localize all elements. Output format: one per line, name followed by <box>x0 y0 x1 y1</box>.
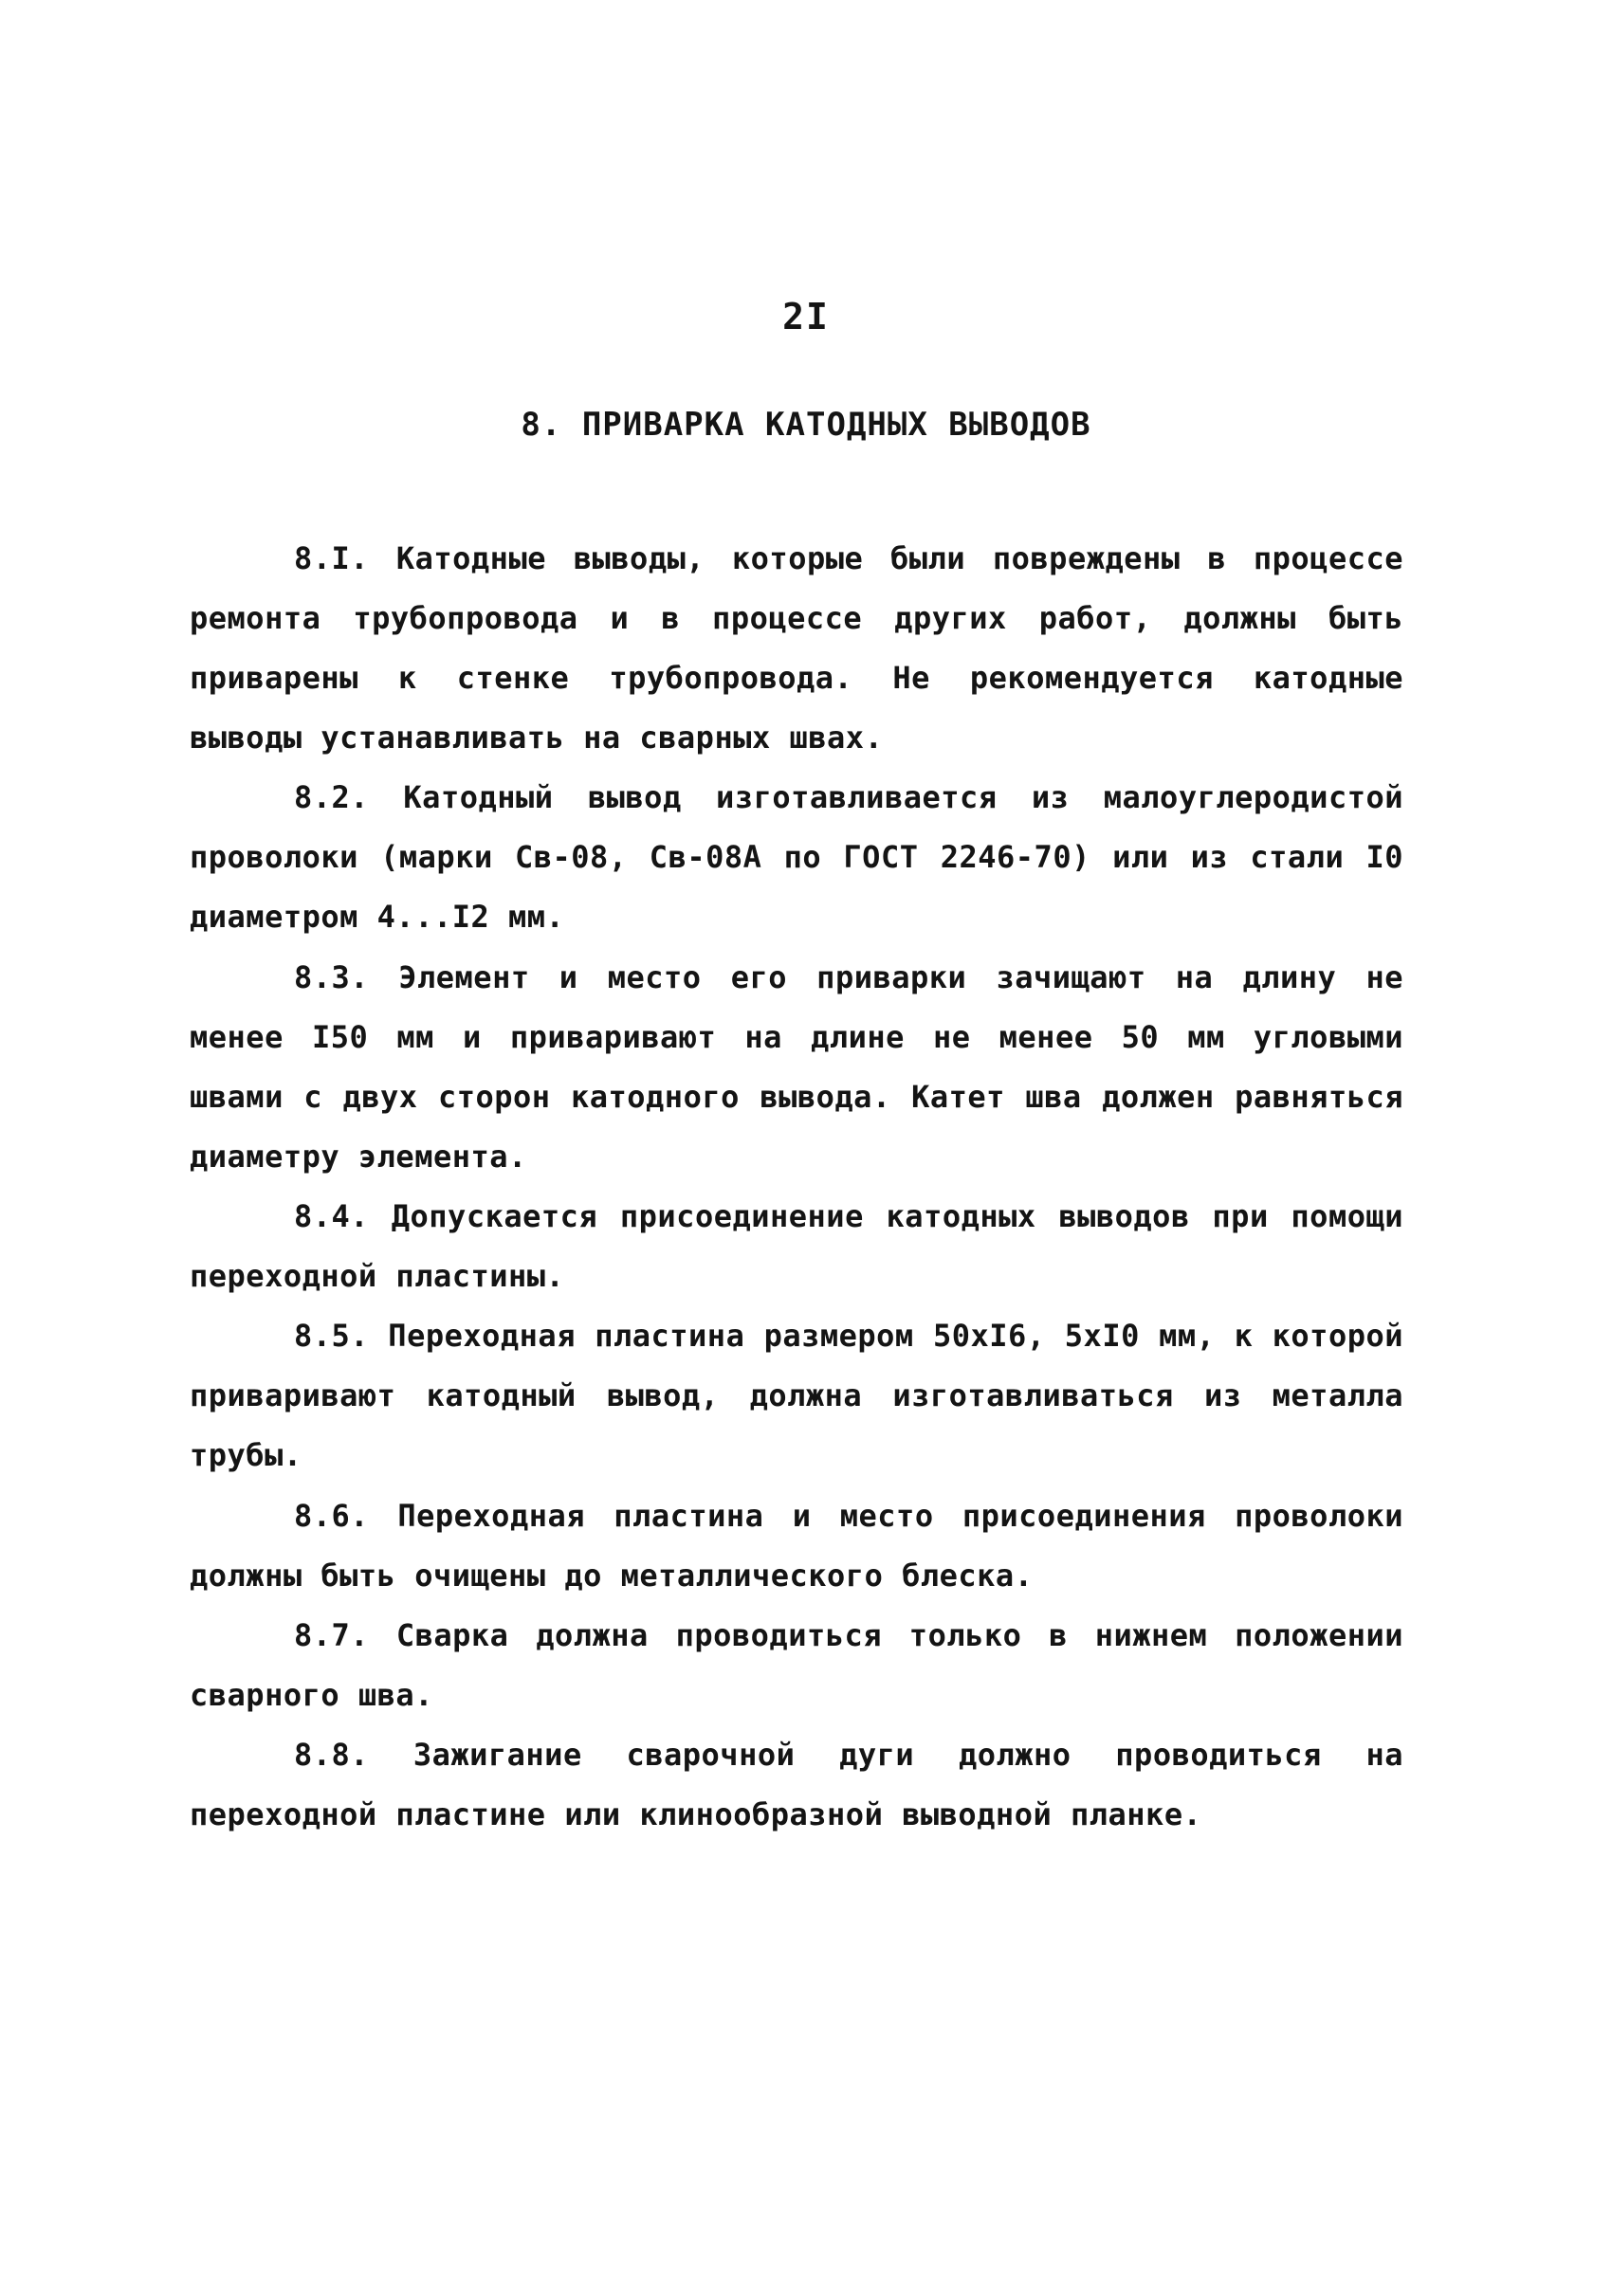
paragraph-8-6: 8.6. Переходная пластина и место присоединения проволоки должны быть очищены до металлического блеска. <box>190 1498 1403 1594</box>
paragraph-8-7: 8.7. Сварка должна проводиться только в нижнем положении сварного шва. <box>190 1617 1403 1713</box>
paragraph-8-8: 8.8. Зажигание сварочной дуги должно проводиться на переходной пластине или клинообразной выводной планке. <box>190 1737 1403 1832</box>
paragraph-8-1: 8.I. Катодные выводы, которые были повреждены в процессе ремонта трубопровода и в процессе других работ, должны быть приварены к стенке трубопровода. Не рекомендуется катодные выводы устанавливать на сварных швах. <box>190 540 1403 756</box>
paragraph-8-5: 8.5. Переходная пластина размером 50хI6, 5хI0 мм, к которой приваривают катодный вывод, должна изготавливаться из металла трубы. <box>190 1318 1403 1473</box>
paragraph-8-2: 8.2. Катодный вывод изготавливается из малоуглеродистой проволоки (марки Св-08, Св-08А по ГОСТ 2246-70) или из стали I0 диаметром 4...I2 мм. <box>190 779 1403 935</box>
page-number: 2I <box>782 296 830 337</box>
section-title: 8. ПРИВАРКА КАТОДНЫХ ВЫВОДОВ <box>521 406 1091 444</box>
paragraph-8-3: 8.3. Элемент и место его приварки зачищают на длину не менее I50 мм и приваривают на длине не менее 50 мм угловыми швами с двух сторон катодного вывода. Катет шва должен равняться диаметру элемента. <box>190 959 1403 1175</box>
paragraph-8-4: 8.4. Допускается присоединение катодных выводов при помощи переходной пластины. <box>190 1198 1403 1294</box>
